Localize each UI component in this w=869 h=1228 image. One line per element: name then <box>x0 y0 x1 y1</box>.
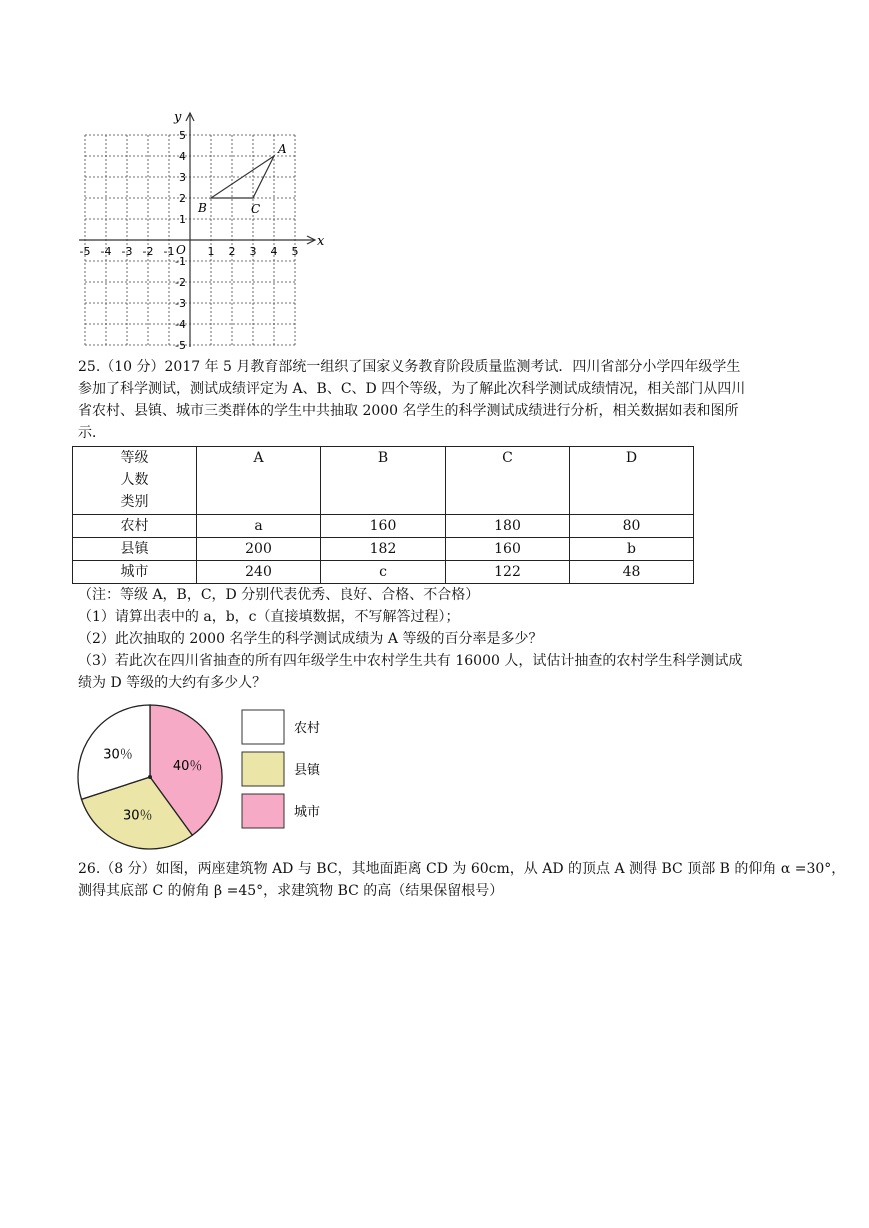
table-header-a: A <box>197 447 321 515</box>
table-header-b: B <box>321 447 446 515</box>
y-tick-label: -3 <box>175 297 186 310</box>
legend-label: 县镇 <box>294 763 321 778</box>
y-tick-label: 2 <box>179 192 186 205</box>
x-tick-label: -3 <box>121 245 133 258</box>
legend-swatch <box>242 794 284 828</box>
pie-slices <box>78 705 222 849</box>
point-label-c: C <box>251 202 261 216</box>
question-26 <box>78 858 845 902</box>
sub-question-3-line-1: （3）若此次在四川省抽查的所有四年级学生中农村学生共有 16000 人，试估计抽查的农村学生科学测试成 <box>78 653 743 669</box>
sub-question-3-line-2: 绩为 D 等级的大约有多少人？ <box>78 675 267 691</box>
pie-slice-label: 40％ <box>172 758 203 774</box>
table-cell: 48 <box>570 561 694 584</box>
x-tick-label: -4 <box>100 245 112 258</box>
y-tick-label: 3 <box>179 171 186 184</box>
q26-line-1: 26.（8 分）如图，两座建筑物 AD 与 BC，其地面距离 CD 为 60cm，从 AD 的顶点 A 测得 BC 顶部 B 的仰角 α =30°， <box>78 861 846 877</box>
x-tick-label: 2 <box>228 245 236 258</box>
point-label-b: B <box>198 201 207 215</box>
triangle-abc <box>197 142 287 216</box>
table-cell: 200 <box>197 538 321 561</box>
x-tick-label: 4 <box>270 245 278 258</box>
row-label: 农村 <box>73 515 197 538</box>
x-tick-label: 1 <box>207 245 215 258</box>
pie-slice-label: 30％ <box>103 747 133 763</box>
y-tick-label: -2 <box>175 276 186 289</box>
pie-legend <box>242 710 321 828</box>
q25-line-1: 25.（10 分）2017 年 5 月教育部统一组织了国家义务教育阶段质量监测考试．四川省部分小学四年级学生 <box>78 359 741 375</box>
grade-table <box>72 446 694 584</box>
grade-note: （注：等级 A，B，C，D 分别代表优秀、良好、合格、不合格） <box>78 587 480 603</box>
table-cell: 160 <box>446 538 570 561</box>
table-row <box>73 561 694 584</box>
pie-slice-label: 30％ <box>122 808 153 824</box>
header-label-category: 类别 <box>120 494 149 510</box>
y-axis-label: y <box>174 110 182 125</box>
table-header-c: C <box>446 447 570 515</box>
q26-line-2: 测得其底部 C 的俯角 β =45°，求建筑物 BC 的高（结果保留根号） <box>78 883 504 899</box>
table-cell: b <box>570 538 694 561</box>
coordinate-grid-figure <box>78 100 328 350</box>
x-tick-label: 3 <box>249 245 257 258</box>
sub-question-1: （1）请算出表中的 a，b，c（直接填数据，不写解答过程）； <box>78 609 460 625</box>
q25-line-4: 示． <box>78 425 106 441</box>
pie-center-dot <box>148 775 152 779</box>
axes <box>79 110 325 347</box>
table-cell: 160 <box>321 515 446 538</box>
x-tick-label: 5 <box>291 245 299 258</box>
table-row <box>73 538 694 561</box>
table-header-diagonal-cell <box>73 447 197 515</box>
x-tick-label: -2 <box>142 245 154 258</box>
table-cell: 80 <box>570 515 694 538</box>
y-tick-label: -4 <box>175 318 186 331</box>
x-tick-label: -1 <box>163 245 175 258</box>
table-cell: c <box>321 561 446 584</box>
point-label-a: A <box>278 142 287 156</box>
header-label-count: 人数 <box>120 472 149 488</box>
table-row <box>73 515 694 538</box>
y-tick-label: 4 <box>179 150 186 163</box>
y-tick-label: -5 <box>175 339 186 350</box>
legend-swatch <box>242 752 284 786</box>
table-cell: 182 <box>321 538 446 561</box>
pie-chart <box>76 702 346 852</box>
x-tick-label: -5 <box>79 245 91 258</box>
table-header-d: D <box>570 447 694 515</box>
table-cell: 180 <box>446 515 570 538</box>
table-cell: 122 <box>446 561 570 584</box>
legend-label: 农村 <box>294 721 321 736</box>
row-label: 城市 <box>73 561 197 584</box>
row-label: 县镇 <box>73 538 197 561</box>
question-25 <box>78 356 798 444</box>
y-tick-label: -1 <box>175 255 186 268</box>
legend-swatch <box>242 710 284 744</box>
triangle-outline <box>211 156 274 198</box>
y-tick-label: 5 <box>179 129 186 142</box>
legend-label: 城市 <box>294 805 321 820</box>
table-cell: a <box>197 515 321 538</box>
table-header-row <box>73 447 694 515</box>
x-axis-label: x <box>317 234 325 249</box>
header-label-grade: 等级 <box>120 450 149 466</box>
sub-question-2: （2）此次抽取的 2000 名学生的科学测试成绩为 A 等级的百分率是多少？ <box>78 631 543 647</box>
q25-line-2: 参加了科学测试，测试成绩评定为 A、B、C、D 四个等级，为了解此次科学测试成绩情况，相关部门从四川 <box>78 381 746 397</box>
origin-label: O <box>176 243 186 257</box>
table-cell: 240 <box>197 561 321 584</box>
q25-line-3: 省农村、县镇、城市三类群体的学生中共抽取 2000 名学生的科学测试成绩进行分析，相关数据如表和图所 <box>78 403 739 419</box>
y-tick-label: 1 <box>179 213 186 226</box>
question-25-notes <box>78 584 742 694</box>
